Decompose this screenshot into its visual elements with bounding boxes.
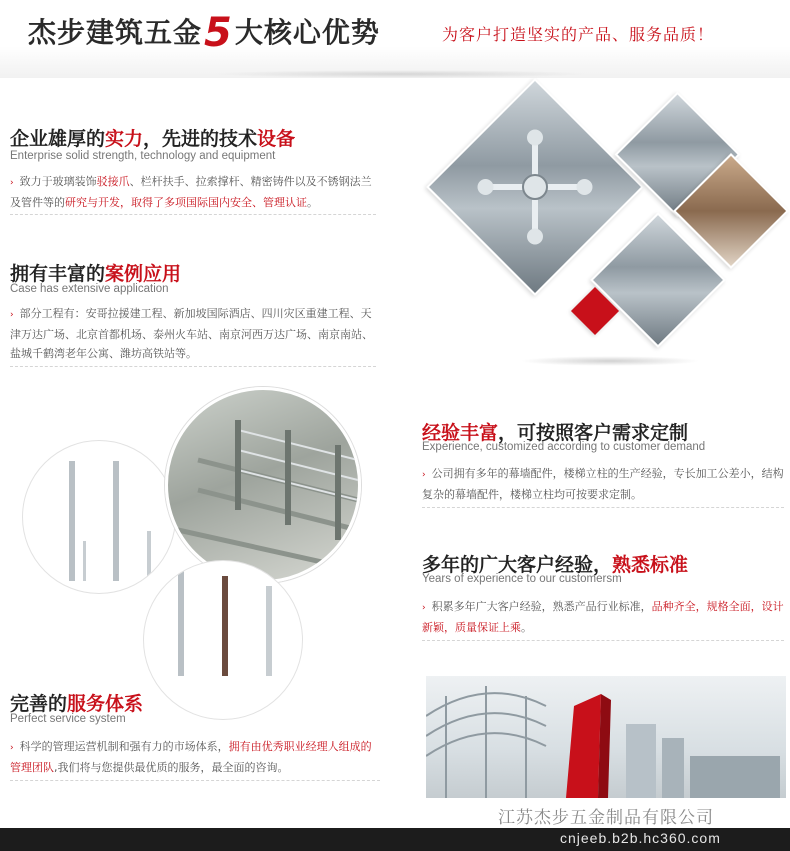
stair-railing-photo — [165, 387, 361, 583]
section-1-body-text: 致力于玻璃装饰 — [19, 175, 97, 188]
section-1-subtitle: Enterprise solid strength, technology and equipment — [10, 150, 276, 162]
section-5-body-text-2: ,我们将与您提供最优质的服务，最全面的咨询。 — [54, 761, 289, 774]
section-5-body-text: 科学的管理运营机制和强有力的市场体系， — [19, 740, 229, 753]
section-2-body-text: 部分工程有：安哥拉援建工程、新加坡国际酒店、四川灾区重建工程、天津万达广场、北京首都机场、泰州火车站、南京河西万达广场、南京南站、盐城千鹤湾老年公寓、潍坊高铁站等。 — [10, 307, 373, 360]
section-1-title-highlight-1: 实力 — [105, 128, 144, 150]
section-3-divider — [422, 507, 784, 508]
header-shadow-decoration — [210, 70, 590, 78]
section-5-subtitle: Perfect service system — [10, 713, 126, 725]
section-5-title — [10, 689, 143, 716]
section-5-title-highlight: 服务体系 — [67, 693, 144, 715]
section-3-body-text: 公司拥有多年的幕墙配件，楼梯立柱的生产经验，专长加工公差小，结构复杂的幕墙配件，楼梯立柱均可按要求定制。 — [422, 467, 784, 501]
section-1-title-highlight-2: 设备 — [257, 128, 296, 150]
building-skyline-icon — [426, 676, 786, 798]
section-2-title-highlight: 案例应用 — [105, 263, 182, 285]
header-slogan: 为客户打造坚实的产品、服务品质！ — [442, 25, 715, 44]
section-3-subtitle: Experience, customized according to customer demand — [422, 441, 706, 453]
bullet-icon: › — [422, 470, 426, 480]
section-4-body — [422, 597, 788, 637]
section-1-body-highlight-1: 驳接爪 — [96, 175, 130, 188]
section-1-body-highlight-2: 研究与开发，取得了多项国际国内安全、管理认证 — [65, 196, 307, 209]
section-1-title — [10, 124, 295, 151]
header-title — [28, 10, 380, 56]
section-4-body-text-2: 。 — [521, 621, 532, 634]
section-5-body — [10, 737, 382, 777]
stair-railing-icon — [168, 390, 358, 580]
section-2-divider — [10, 366, 376, 367]
section-1-body — [10, 172, 378, 212]
section-4-body-highlight: 品种齐全，规格全面，设计新颖，质量保证上乘 — [422, 600, 784, 634]
section-3-body — [422, 464, 788, 504]
section-2-title — [10, 259, 181, 286]
bullet-icon: › — [10, 743, 14, 753]
section-5-body-highlight: 拥有由优秀职业经理人组成的管理团队 — [10, 740, 372, 774]
railing-post-photo-2 — [143, 560, 303, 720]
section-2-body — [10, 304, 378, 363]
bullet-icon: › — [422, 603, 426, 613]
header-title-prefix: 杰步建筑五金 — [28, 16, 203, 49]
section-1-body-text-3: 。 — [307, 196, 318, 209]
section-4-title-text: 多年的广大客户经验， — [422, 554, 613, 576]
section-4-body-text: 积累多年广大客户经验，熟悉产品行业标准， — [431, 600, 652, 613]
railing-post-icon — [23, 441, 175, 593]
section-1-title-text-2: ，先进的技术 — [143, 128, 258, 150]
section-4-subtitle: Years of experience to our customersm — [422, 573, 622, 585]
section-1-body-text-2: 、栏杆扶手、拉索撑杆、精密铸件以及不锈钢法兰及管件等的 — [10, 175, 372, 209]
section-2-title-text: 拥有丰富的 — [10, 263, 106, 285]
building-photo — [426, 676, 786, 798]
company-name: 江苏杰步五金制品有限公司 — [498, 808, 714, 828]
section-5-title-text: 完善的 — [10, 693, 68, 715]
cluster-shadow — [520, 356, 700, 366]
header-title-suffix: 大核心优势 — [234, 16, 380, 49]
section-2-subtitle: Case has extensive application — [10, 283, 169, 295]
section-5-divider — [10, 780, 380, 781]
section-1-title-text: 企业雄厚的 — [10, 128, 106, 150]
footer-url[interactable]: cnjeeb.b2b.hc360.com — [560, 830, 721, 846]
bullet-icon: › — [10, 178, 14, 188]
header-title-number: 5 — [204, 10, 233, 56]
bullet-icon: › — [10, 310, 14, 320]
section-4-divider — [422, 640, 784, 641]
railing-post-photo-1 — [22, 440, 176, 594]
section-4-title-highlight: 熟悉标准 — [612, 554, 689, 576]
section-1-divider — [10, 214, 376, 215]
section-3-title-highlight: 经验丰富 — [422, 422, 499, 444]
railing-post-icon-2 — [144, 561, 302, 719]
section-3-title-text: ，可按照客户需求定制 — [498, 422, 689, 444]
